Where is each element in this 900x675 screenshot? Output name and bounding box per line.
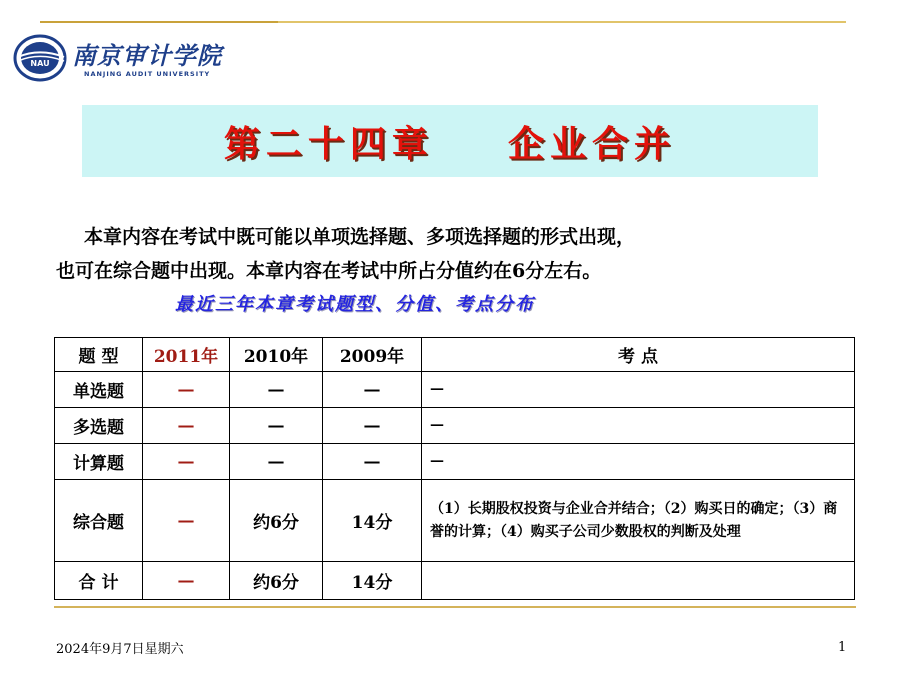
row-type: 多选题: [55, 408, 143, 444]
cell-2011: —: [143, 562, 230, 600]
cell-2009: —: [323, 408, 422, 444]
exam-distribution-table: [54, 337, 855, 600]
table-subtitle: 最近三年本章考试题型、分值、考点分布: [175, 294, 535, 315]
cell-2010: —: [230, 372, 323, 408]
cell-2010: —: [230, 444, 323, 480]
logo-name: 南京审计学院: [72, 41, 222, 70]
cell-2011: —: [143, 408, 230, 444]
row-type: 计算题: [55, 444, 143, 480]
table-row: [55, 408, 855, 444]
table-header-row: [55, 338, 855, 372]
university-logo: [12, 30, 222, 90]
header-2011: 2011年: [143, 338, 230, 372]
header-points: 考 点: [422, 338, 855, 372]
logo-subtitle: NANJING AUDIT UNIVERSITY: [84, 70, 211, 78]
cell-2009: —: [323, 444, 422, 480]
table-row: [55, 562, 855, 600]
cell-points: （1）长期股权投资与企业合并结合；（2）购买日的确定；（3）商誉的计算；（4）购买子公司少数股权的判断及处理: [422, 480, 855, 562]
cell-points: —: [422, 372, 855, 408]
cell-2010: 约6分: [230, 480, 323, 562]
table-row: [55, 480, 855, 562]
title-banner: [82, 105, 818, 177]
cell-2011: —: [143, 444, 230, 480]
cell-2011: —: [143, 480, 230, 562]
intro-paragraph: [56, 220, 816, 288]
university-emblem-icon: [12, 30, 70, 86]
cell-2011: —: [143, 372, 230, 408]
cell-points: [422, 562, 855, 600]
cell-2010: 约6分: [230, 562, 323, 600]
footer-date: 2024年9月7日星期六: [56, 642, 184, 657]
bottom-rule: [54, 606, 856, 608]
header-2009: 2009年: [323, 338, 422, 372]
intro-line-1: 本章内容在考试中既可能以单项选择题、多项选择题的形式出现，: [84, 226, 636, 248]
page-number: 1: [838, 640, 847, 655]
row-type: 综合题: [55, 480, 143, 562]
cell-2009: 14分: [323, 562, 422, 600]
row-type: 合 计: [55, 562, 143, 600]
cell-points: —: [422, 408, 855, 444]
header-type: 题 型: [55, 338, 143, 372]
top-rule-accent: [40, 21, 278, 23]
intro-line-2: 也可在综合题中出现。本章内容在考试中所占分值约在6分左右。: [56, 260, 602, 282]
row-type: 单选题: [55, 372, 143, 408]
cell-2009: —: [323, 372, 422, 408]
table-row: [55, 444, 855, 480]
chapter-title: 第二十四章 企业合并: [223, 122, 677, 165]
header-2010: 2010年: [230, 338, 323, 372]
cell-points: —: [422, 444, 855, 480]
svg-text:NAU: NAU: [30, 59, 50, 68]
table-row: [55, 372, 855, 408]
cell-2009: 14分: [323, 480, 422, 562]
cell-2010: —: [230, 408, 323, 444]
